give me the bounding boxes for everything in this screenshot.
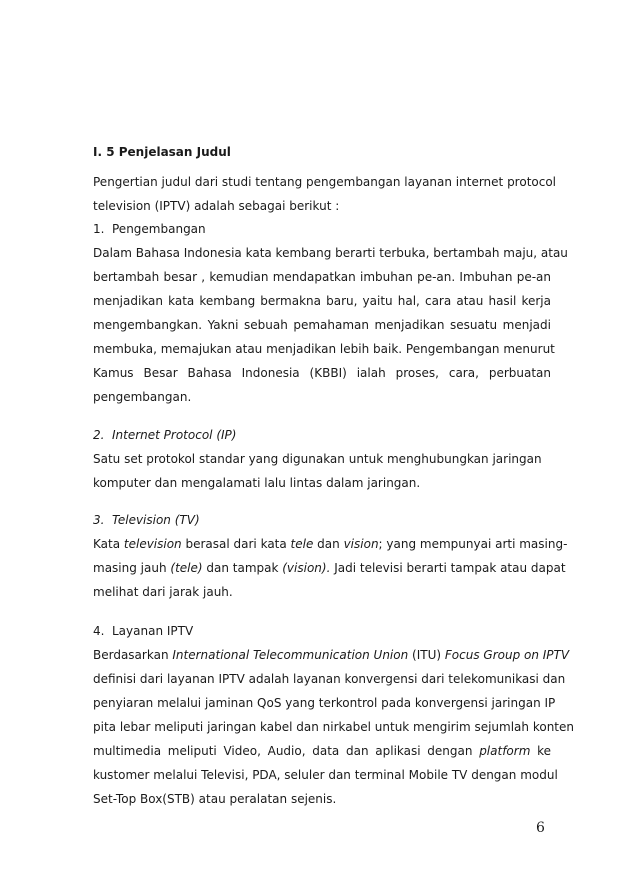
section-3-line-3: melihat dari jarak jauh. [93,585,233,599]
section-3-title [93,513,200,527]
section-1-line-5: membuka, memajukan atau menjadikan lebih baik. Pengembangan menurut [93,342,555,356]
section-3-title-text: Television (TV) [112,513,200,527]
section-4-line-1: Berdasarkan International Telecommunication Union (ITU) Focus Group on IPTV [93,648,570,662]
section-4-line-4: pita lebar meliputi jaringan kabel dan nirkabel untuk mengirim sejumlah konten [93,720,574,734]
section-2-number: 2. [93,428,105,442]
section-4-line-2: definisi dari layanan IPTV adalah layanan konvergensi dari telekomunikasi dan [93,672,566,686]
section-4-title-text: Layanan IPTV [112,624,194,638]
section-3-number: 3. [93,513,105,527]
section-4-line-3: penyiaran melalui jaminan QoS yang terkontrol pada konvergensi jaringan IP [93,696,556,710]
intro-line-1: Pengertian judul dari studi tentang pengembangan layanan internet protocol [93,175,557,189]
section-2-line-2: komputer dan mengalamati lalu lintas dalam jaringan. [93,476,421,490]
intro-line-2: television (IPTV) adalah sebagai berikut : [93,199,340,213]
page-number: 6 [536,820,545,836]
section-2-line-1: Satu set protokol standar yang digunakan untuk menghubungkan jaringan [93,452,542,466]
section-heading: I. 5 Penjelasan Judul [93,145,231,159]
section-1-title-text: Pengembangan [112,222,206,236]
section-4-number: 4. [93,624,105,638]
section-2-title [93,428,236,442]
section-1-line-4: mengembangkan. Yakni sebuah pemahaman menjadikan sesuatu menjadi [93,318,551,332]
section-4-line-7: Set-Top Box(STB) atau peralatan sejenis. [93,792,337,806]
section-1-line-7: pengembangan. [93,390,192,404]
section-2-title-text: Internet Protocol (IP) [112,428,237,442]
section-3-line-1: Kata television berasal dari kata tele dan vision; yang mempunyai arti masing- [93,537,568,551]
section-1-number: 1. [93,222,105,236]
section-3-line-2: masing jauh (tele) dan tampak (vision). Jadi televisi berarti tampak atau dapat [93,561,566,575]
section-4-line-6: kustomer melalui Televisi, PDA, seluler dan terminal Mobile TV dengan modul [93,768,558,782]
section-1-line-6: Kamus Besar Bahasa Indonesia (KBBI) ialah proses, cara, perbuatan [93,366,551,380]
section-1-line-3: menjadikan kata kembang bermakna baru, yaitu hal, cara atau hasil kerja [93,294,551,308]
section-4-title [93,624,193,638]
section-1-line-1: Dalam Bahasa Indonesia kata kembang berarti terbuka, bertambah maju, atau [93,246,568,260]
section-4-line-5: multimedia meliputi Video, Audio, data dan aplikasi dengan platform ke [93,744,552,758]
section-1-title [93,222,206,236]
section-1-line-2: bertambah besar , kemudian mendapatkan imbuhan pe-an. Imbuhan pe-an [93,270,551,284]
